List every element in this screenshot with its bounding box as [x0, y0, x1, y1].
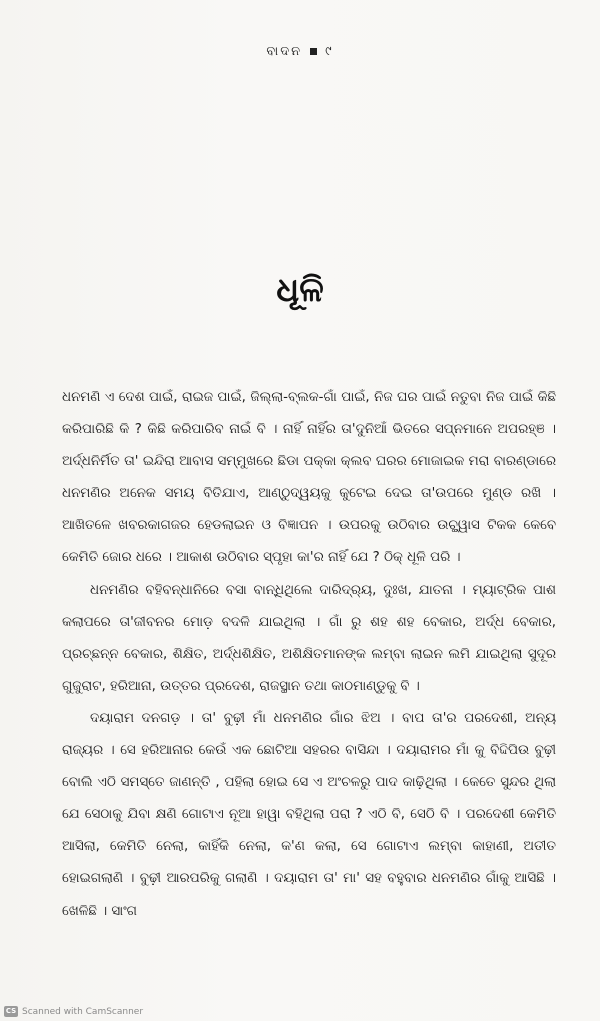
watermark-label: Scanned with CamScanner	[22, 1006, 144, 1017]
header-separator-square	[310, 48, 317, 55]
paragraph: ଧନମଣି ଏ ଦେଶ ପାଇଁ, ରାଇଜ ପାଇଁ, ଜିଲ୍ଲା-ବ୍ଲକ-ଗାଁ ପାଇଁ, ନିଜ ଘର ପାଇଁ ନତୁବା ନିଜ ପାଇଁ କିଛି କରିପାରିଛି କି ? କିଛି କରିପାରିବ ନାଇଁ ବି । ନାହିଁ ନାହିଁର ତା'ଦୁନିଆଁ ଭିତରେ ସପ୍ନମାନେ ଅପରହ୍ଞ । ଅର୍ଦ୍ଧନିର୍ମିତ ତା' ଇନ୍ଦିରା ଆବାସ ସମ୍ମୁଖରେ ଛିଡା ପକ୍କା କ୍ଲବ ଘରର ମୋଜାଇକ ମରା ବାରଣ୍ଡାରେ ଧନମଣିର ଅନେକ ସମୟ ବିତିଯାଏ, ଆଣ୍ଠୁଦ୍ୱୟକୁ କୁଟେଇ ଦେଇ ତା'ଉପରେ ମୁଣ୍ଡ ରଖି । ଆଖିତଳେ ଖବରକାଗଜର ହେଡଲାଇନ ଓ ବିଜ୍ଞାପନ । ଉପରକୁ ଉଠିବାର ଉଚ୍ଛ୍ୱାସ ଟିକକ କେବେ କେମିତି ଜୋର ଧରେ । ଆକାଶ ଉଠିବାର ସ୍ପୃହା କା'ର ନାହିଁ ଯେ ? ଠିକ୍ ଧୂଳି ପରି ।	[62, 390, 556, 566]
scanner-watermark	[4, 1006, 143, 1017]
chapter-title: ଧୂଳି	[276, 270, 324, 310]
running-title: ବାଦନ	[266, 44, 303, 59]
paragraph: ଦୟାରାମ ଦନଗଡ଼ । ତା' ବୁଢ଼ୀ ମାଁ ଧନମଣିର ଗାଁର ଝିଅ । ବାପ ତା'ର ପରଦେଶୀ, ଅନ୍ୟ ରାଜ୍ୟର । ସେ ହରିଆନାର କେଉଁ ଏକ ଛୋଟିଆ ସହରର ବାସିନ୍ଦା । ଦୟାରାମର ମାଁ କୁ ବିଦ୍ଦିପିଉ ବୁଢ଼ୀ ବୋଲି ଏଠି ସମସ୍ତେ ଜାଣନ୍ତି , ପହିଲା ହୋଇ ସେ ଏ ଅଂଚଳରୁ ପାଦ କାଢ଼ିଥିଲା । କେତେ ସୁନ୍ଦର ଥିଲା ଯେ ସେଠାକୁ ଯିବା କ୍ଷଣି ଗୋଟାଏ ନୂଆ ହାୱା ବହିଥିଲା ପରା ? ଏଠି ବି, ସେଠି ବି । ପରଦେଶୀ କେମିତି ଆସିଲା, କେମିତି ନେଲା, କାହିଁକି ନେଲା, କ'ଣ କଲା, ସେ ଗୋଟାଏ ଲମ୍ବା କାହାଣୀ, ଅତୀତ ହୋଇଗଲାଣି । ବୁଢ଼ୀ ଆରପରିକୁ ଗଲାଣି । ଦୟାରାମ ତା' ମା' ସହ ବହୁବାର ଧନମଣିର ଗାଁକୁ ଆସିଛି । ଖେଳିଛି । ସାଂଗ	[62, 710, 556, 919]
page-number: ୯	[325, 44, 334, 59]
paragraph: ଧନମଣିର ବହିବନ୍ଧାନିରେ ବସା ବାନ୍ଧିଥିଲେ ଦାରିଦ୍ର୍ୟ, ଦୁଃଖ, ଯାତନା । ମ୍ୟାଟ୍ରିକ ପାଶ କଲାପରେ ତା'ଜୀବନର ମୋଡ଼ ବଦଳି ଯାଇଥିଲା । ଗାଁ ରୁ ଶହ ଶହ ବେକାର, ଅର୍ଦ୍ଧ ବେକାର, ପ୍ରଚ୍ଛନ୍ନ ବେକାର, ଶିକ୍ଷିତ, ଅର୍ଦ୍ଧଶିକ୍ଷିତ, ଅଶିକ୍ଷିତମାନଙ୍କ ଲମ୍ବା ଲାଇନ ଲମି ଯାଇଥିଲା ସୁଦୂର ଗୁଜୁରାଟ, ହରିଆନା, ଉତ୍ତର ପ୍ରଦେଶ, ରାଜସ୍ଥାନ ତଥା କାଠମାଣ୍ଡୁକୁ ବି ।	[62, 582, 556, 694]
chapter-body	[62, 382, 556, 928]
running-header	[0, 44, 600, 59]
camscanner-logo-icon: CS	[5, 1007, 17, 1015]
